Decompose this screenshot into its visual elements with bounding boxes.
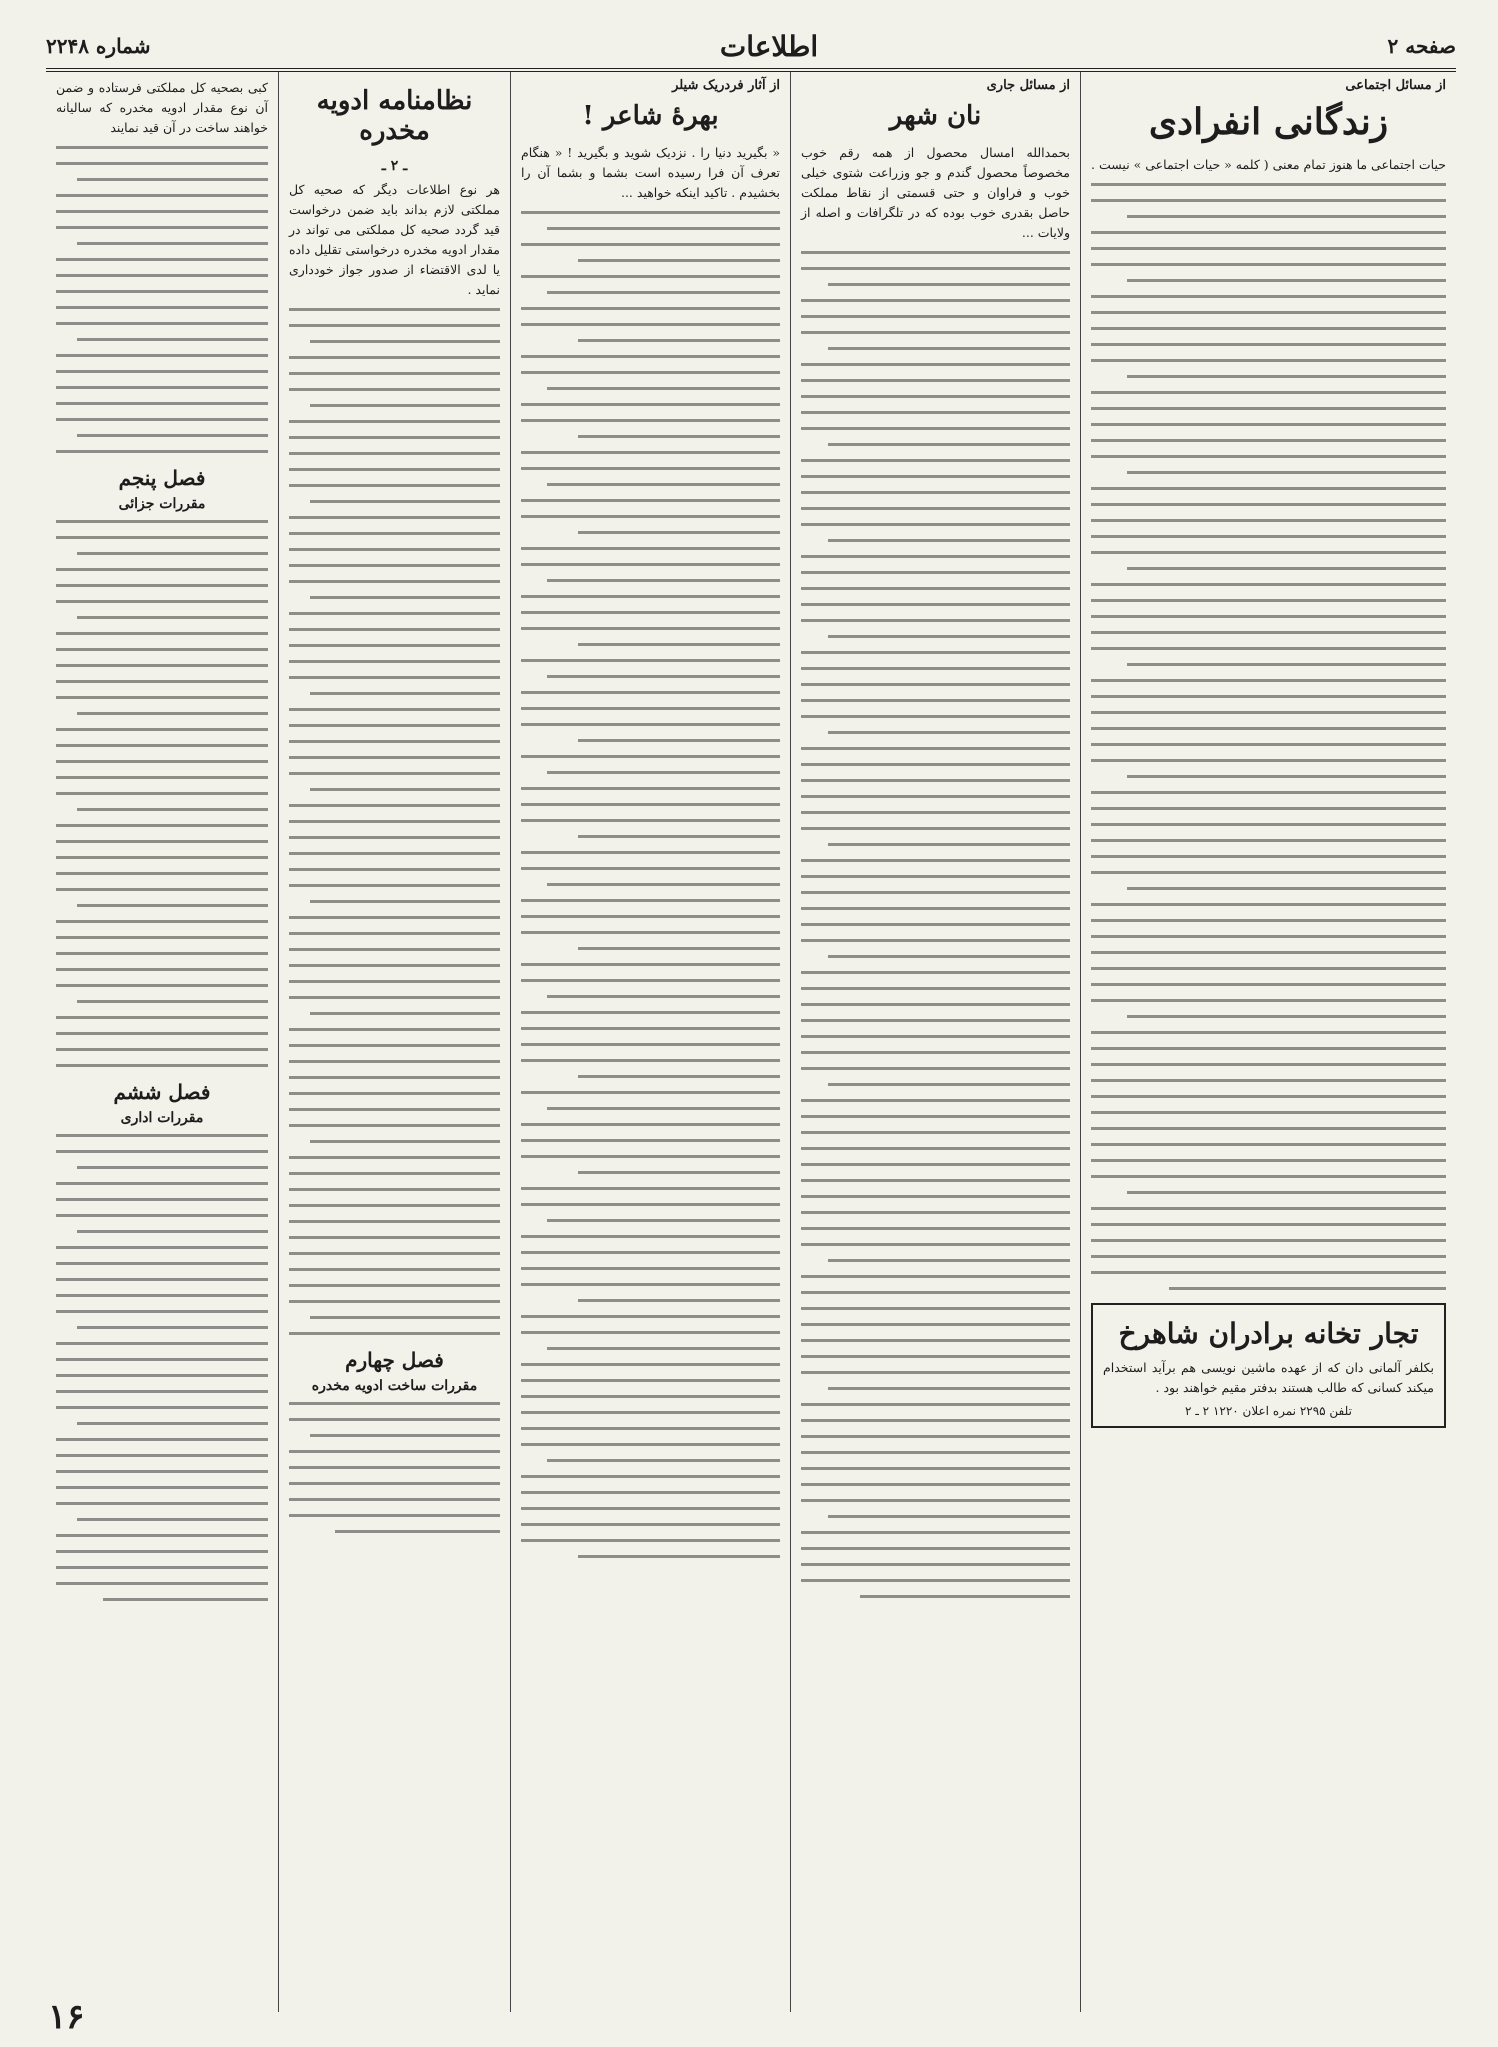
- chapter-heading: فصل پنجم: [118, 466, 206, 490]
- article-body-text: [521, 211, 780, 1558]
- chapter-subheading: مقررات اداری: [120, 1110, 204, 1126]
- masthead: [46, 24, 1456, 72]
- article-lead: بحمدالله امسال محصول از همه رقم خوب مخصوصاً محصول گندم و جو وزراعت شتوی خیلی خوب و فراوان و حتی قسمتی از نقاط مملکت حاصل بقدری خوب بوده که در تلگرافات و اصله از ولایات ...: [801, 145, 1070, 240]
- chapter-body-text: [289, 1402, 500, 1533]
- article-title: زندگانی انفرادی: [1148, 101, 1389, 143]
- newspaper-name: اطلاعات: [719, 29, 819, 63]
- advertisement-box: [1091, 1303, 1446, 1428]
- article-kicker: از آثار فردریک شیلر: [672, 78, 780, 93]
- article-title: نان شهر: [889, 101, 982, 131]
- article-part-number: ـ ۲ ـ: [381, 158, 408, 174]
- chapter-subheading: مقررات جزائی: [118, 496, 206, 512]
- chapter-body-text: [56, 1134, 268, 1601]
- article-kicker: از مسائل اجتماعی: [1345, 78, 1446, 93]
- chapter-body-text: [56, 520, 268, 1067]
- column-poem-article: [510, 72, 790, 2012]
- page-number: صفحه ۲: [1387, 34, 1456, 58]
- column-regulation-continued: [46, 72, 278, 2012]
- article-lead: کبی بصحیه کل مملکتی فرستاده و ضمن آن نوع مقدار ادویه مخدره که سالیانه خواهند ساخت در آن قید نمایند: [56, 80, 268, 135]
- ad-text: بکلفر آلمانی دان که از عهده ماشین نویسی هم برآید استخدام میکند کسانی که طالب هستند بدفتر مقیم خواهند بود .: [1103, 1360, 1434, 1395]
- chapter-heading: فصل ششم: [113, 1080, 211, 1104]
- issue-number: شماره ۲۲۴۸: [46, 34, 151, 58]
- column-narcotics-regulation: [278, 72, 510, 2012]
- article-body-text: [1091, 183, 1446, 1290]
- article-title: نظامنامه ادویه مخدره: [316, 86, 473, 146]
- ad-title: تجار تخانه برادران شاهرخ: [1118, 1317, 1419, 1350]
- article-lead: هر نوع اطلاعات دیگر که صحیه کل مملکتی لازم بداند باید ضمن درخواست قید گردد صحیه کل مملکتی می تواند در مقدار ادویه مخدره درخواستی تقلیل داده یا لدی الاقتضاء از صدور جواز خودداری نماید .: [289, 182, 500, 297]
- column-bread-article: [790, 72, 1080, 2012]
- article-kicker: از مسائل جاری: [986, 78, 1070, 93]
- chapter-subheading: مقررات ساخت ادویه مخدره: [311, 1378, 478, 1394]
- article-body-text: [56, 146, 268, 453]
- columns: [46, 72, 1456, 2012]
- article-body-text: [289, 308, 500, 1335]
- column-social-article: [1080, 72, 1456, 2012]
- article-body-text: [801, 251, 1070, 1598]
- article-lead: « بگیرید دنیا را . نزدیک شوید و بگیرید ! « هنگام تعرف آن فرا رسیده است بشما و بشما آن را بخشیدم . تاکید اینکه خواهید ...: [521, 145, 780, 200]
- ad-footer: تلفن ۲۲۹۵ نمره اعلان ۱۲۲۰ ۲ ـ ۲: [1185, 1404, 1352, 1418]
- folio-number: ۱۶: [48, 1997, 85, 2037]
- article-lead: حیات اجتماعی ما هنوز تمام معنی ( کلمه « حیات اجتماعی » نیست .: [1091, 157, 1446, 172]
- chapter-heading: فصل چهارم: [345, 1348, 444, 1372]
- article-title: بهرهٔ شاعر !: [582, 101, 719, 131]
